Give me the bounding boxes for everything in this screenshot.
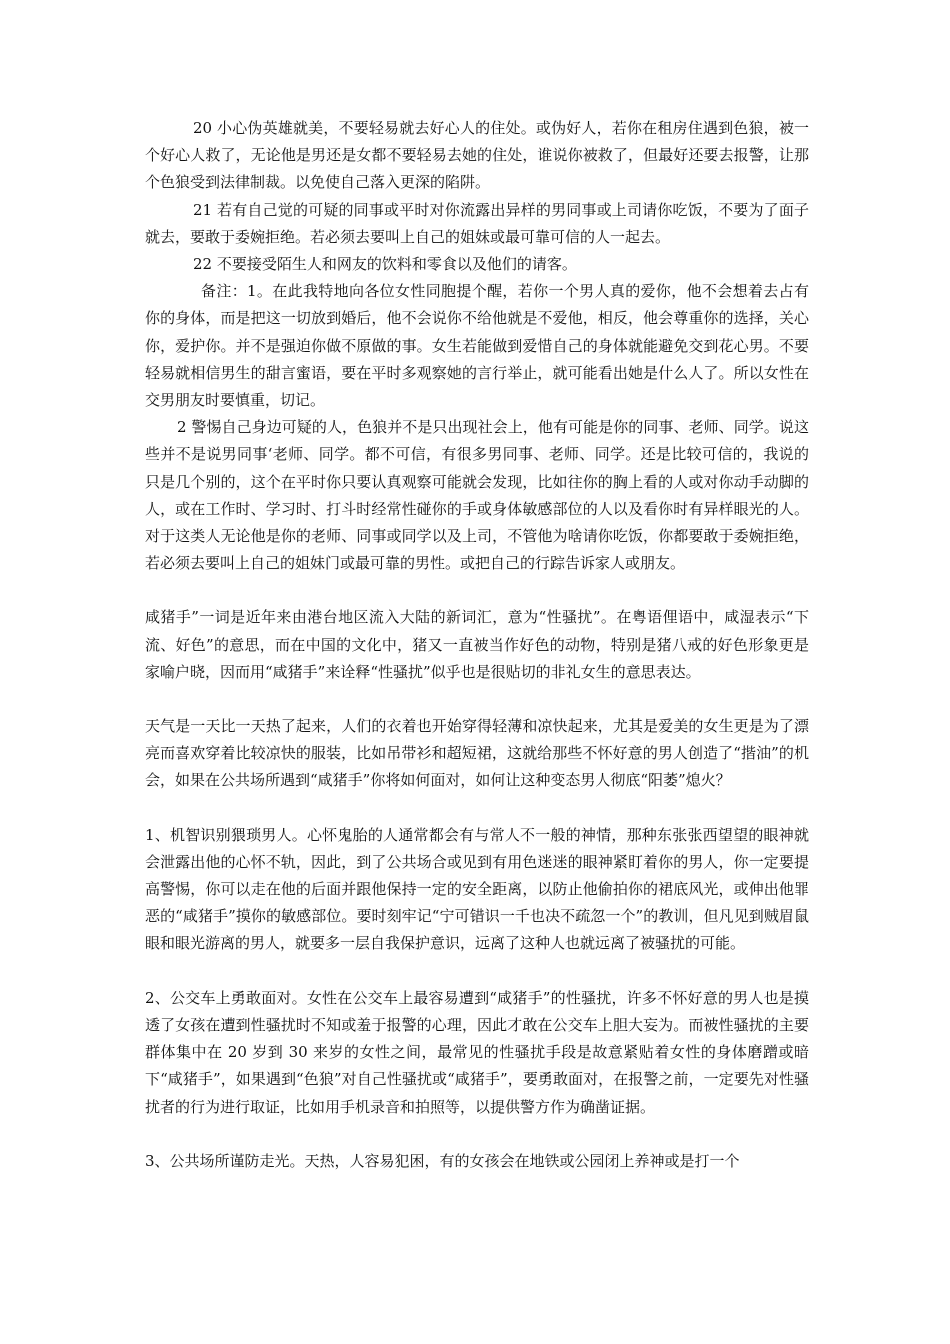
document-body [145, 115, 809, 1175]
paragraph-note-2: 2 警惕自己身边可疑的人，色狼并不是只出现社会上，他有可能是你的同事、老师、同学。说这些并不是说男同事‘老师、同学。都不可信，有很多男同事、老师、同学。还是比较可信的，我说的只是几个别的，这个在平时你只要认真观察可能就会发现，比如往你的胸上看的人或对你动手动脚的人，或在工作时、学习时、打斗时经常性碰你的手或身体敏感部位的人以及看你时有异样眼光的人。对于这类人无论他是你的老师、同事或同学以及上司，不管他为啥请你吃饭，你都要敢于委婉拒绝，若必须去要叫上自己的姐妹门或最可靠的男性。或把自己的行踪告诉家人或朋友。 [145, 418, 809, 573]
paragraph-tip-20: 20 小心伪英雄就美，不要轻易就去好心人的住处。或伪好人，若你在租房住遇到色狼，被一个好心人救了，无论他是男还是女都不要轻易去她的住处，谁说你被救了，但最好还要去报警，让那个色狼受到法律制裁。以免使自己落入更深的陷阱。 [145, 119, 809, 192]
paragraph-point-3: 3、公共场所谨防走光。天热，人容易犯困，有的女孩会在地铁或公园闭上养神或是打一个 [145, 1151, 740, 1170]
paragraph-note-1: 备注：1。在此我特地向各位女性同胞提个醒，若你一个男人真的爱你，他不会想着去占有你的身体，而是把这一切放到婚后，他不会说你不给他就是不爱他，相反，他会尊重你的选择，关心你，爱护你。并不是强迫你做不原做的事。女生若能做到爱惜自己的身体就能避免交到花心男。不要轻易就相信男生的甜言蜜语，要在平时多观察她的言行举止，就可能看出她是什么人了。所以女性在交男朋友时要慎重，切记。 [145, 282, 809, 410]
paragraph-point-2: 2、公交车上勇敢面对。女性在公交车上最容易遭到“咸猪手”的性骚扰，许多不怀好意的男人也是摸透了女孩在遭到性骚扰时不知或羞于报警的心理，因此才敢在公交车上胆大妄为。而被性骚扰的主要群体集中在 20 岁到 30 来岁的女性之间，最常见的性骚扰手段是故意紧贴着女性的身体磨蹭或暗下“咸猪手”，如果遇到“色狼”对自己性骚扰或“咸猪手”，要勇敢面对，在报警之前，一定要先对性骚扰者的行为进行取证，比如用手机录音和拍照等，以提供警方作为确凿证据。 [145, 988, 809, 1116]
paragraph-intro: 天气是一天比一天热了起来，人们的衣着也开始穿得轻薄和凉快起来，尤其是爱美的女生更是为了漂亮而喜欢穿着比较凉快的服装，比如吊带衫和超短裙，这就给那些不怀好意的男人创造了“揩油”的机会，如果在公共场所遇到“咸猪手”你将如何面对，如何让这种变态男人彻底“阳萎”熄火？ [145, 717, 809, 790]
paragraph-tip-21: 21 若有自己觉的可疑的同事或平时对你流露出异样的男同事或上司请你吃饭，不要为了面子就去，要敢于委婉拒绝。若必须去要叫上自己的姐妹或最可靠可信的人一起去。 [145, 200, 809, 246]
paragraph-tip-22: 22 不要接受陌生人和网友的饮料和零食以及他们的请客。 [193, 255, 577, 274]
paragraph-point-1: 1、机智识别猥琐男人。心怀鬼胎的人通常都会有与常人不一般的神情，那种东张张西望望的眼神就会泄露出他的心怀不轨，因此，到了公共场合或见到有用色迷迷的眼神紧盯着你的男人，你一定要提高警惕，你可以走在他的后面并跟他保持一定的安全距离，以防止他偷拍你的裙底风光，或伸出他罪恶的“咸猪手”摸你的敏感部位。要时刻牢记“宁可错识一千也决不疏忽一个”的教训，但凡见到贼眉鼠眼和眼光游离的男人，就要多一层自我保护意识，远离了这种人也就远离了被骚扰的可能。 [145, 825, 809, 953]
paragraph-definition: 咸猪手”一词是近年来由港台地区流入大陆的新词汇，意为“性骚扰”。在粤语俚语中，咸湿表示“下流、好色”的意思，而在中国的文化中，猪又一直被当作好色的动物，特别是猪八戒的好色形象更是家喻户晓，因而用“咸猪手”来诠释“性骚扰”似乎也是很贴切的非礼女生的意思表达。 [145, 608, 809, 681]
